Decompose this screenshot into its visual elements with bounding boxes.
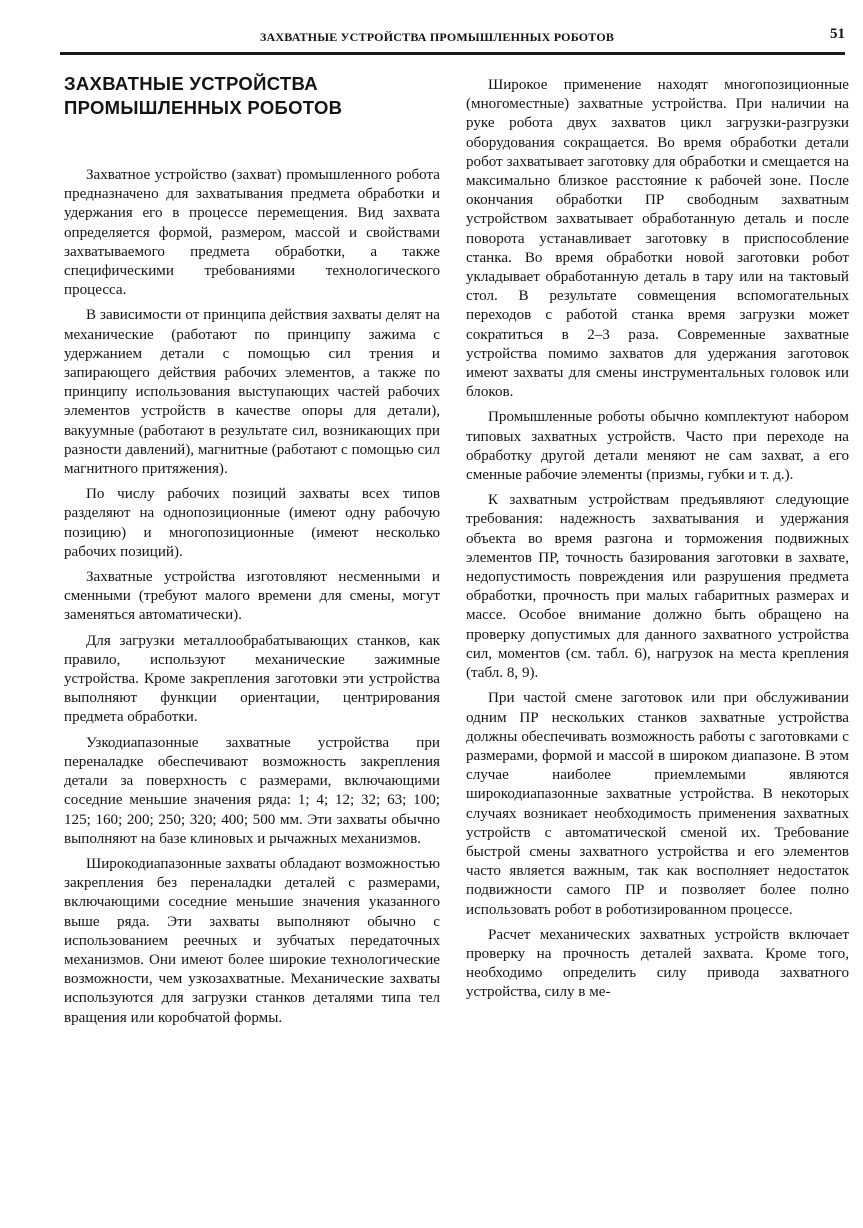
section-title (64, 72, 440, 120)
page-number: 51 (830, 26, 845, 42)
paragraph: К захватным устройствам предъявляют следующие требования: надежность захватывания и удержания объекта во время разгона и торможения подвижных элементов ПР, точность базирования заготовки в захвате, недопустимость повреждения или разрушения предмета обработки, прочность при малых габаритных размерах и массе. Особое внимание должно быть обращено на проверку допустимых для данного захватного устройства сил, моментов (см. табл. 6), нагрузок на места крепления (табл. 8, 9). (466, 492, 849, 682)
paragraph: По числу рабочих позиций захваты всех типов разделяют на однопозиционные (имеют одну рабочую позицию) и многопозиционные (имеют несколько рабочих позиций). (64, 486, 440, 560)
paragraph: Захватные устройства изготовляют несменными и сменными (требуют малого времени для смены, могут заменяться автоматически). (64, 569, 440, 624)
section-title-line2: ПРОМЫШЛЕННЫХ РОБОТОВ (64, 97, 343, 118)
paragraph: При частой смене заготовок или при обслуживании одним ПР нескольких станков захватные устройства должны обеспечивать возможность работы с заготовками с размерами, формой и массой в широком диапазоне. В этом случае наиболее приемлемыми являются широкодиапазонные захватные устройства. В некоторых случаях возникает необходимость применения захватных устройств с автоматической сменой их. Требование быстрой смены захватного устройства и его элементов часто является важным, так как восполняет недостаток подвижности самого ПР и позволяет более полно использовать робот в роботизированном процессе. (466, 690, 849, 918)
paragraph: В зависимости от принципа действия захваты делят на механические (работают по принципу зажима с удержанием детали с помощью сил трения и запирающего действия рабочих элементов, а также по принципу использования выступающих частей рабочих элементов устройств в качестве опоры для детали), вакуумные (работают в результате сил, возникающих при разности давлений), магнитные (работают с помощью сил магнитного притяжения). (64, 307, 440, 478)
paragraph: Промышленные роботы обычно комплектуют набором типовых захватных устройств. Часто при переходе на обработку другой детали меняют не сам захват, а его сменные рабочие элементы (призмы, губки и т. д.). (466, 409, 849, 484)
paragraph: Для загрузки металлообрабатывающих станков, как правило, используют механические зажимные устройства. Кроме закрепления заготовки эти устройства выполняют функции ориентации, центрирования предмета обработки. (64, 632, 440, 726)
paragraph: Захватное устройство (захват) промышленного робота предназначено для захватывания предмета обработки и удержания его в процессе перемещения. Вид захвата определяется формой, размером, массой и свойствами захватываемого предмета обработки, а также специфическими требованиями технологического процесса. (64, 167, 440, 299)
section-title-line1: ЗАХВАТНЫЕ УСТРОЙСТВА (64, 73, 318, 94)
right-column (466, 76, 849, 1009)
left-column (64, 72, 440, 1034)
paragraph: Расчет механических захватных устройств включает проверку на прочность деталей захвата. Кроме того, необходимо определить силу привода захватного устройства, силу в ме- (466, 926, 849, 1001)
running-title: ЗАХВАТНЫЕ УСТРОЙСТВА ПРОМЫШЛЕННЫХ РОБОТОВ (260, 30, 615, 44)
paragraph: Узкодиапазонные захватные устройства при переналадке обеспечивают возможность закрепления детали за поверхность с размерами, включающими соседние меньшие значения ряда: 1; 4; 12; 32; 63; 100; 125; 160; 200; 250; 320; 400; 500 мм. Эти захваты обычно выполняют на базе клиновых и рычажных механизмов. (64, 734, 440, 847)
paragraph: Широкое применение находят многопозиционные (многоместные) захватные устройства. При наличии на руке робота двух захватов цикл загрузки-разгрузки оборудования сокращается. Во время обработки детали робот захватывает заготовку для обработки и смещается на максимально близкое расстояние к рабочей зоне. После окончания обработки ПР свободным захватным устройством захватывает обработанную деталь и после поворота устанавливает заготовку в приспособление станка. Во время обработки новой заготовки робот укладывает обработанную деталь в тару или на тактовый стол. В результате совмещения вспомогательных переходов с работой станка время загрузки может сократиться в 2–3 раза. Современные захватные устройства помимо захватов для удержания заготовок имеют захваты для смены инструментальных головок или блоков. (466, 77, 849, 401)
running-header (60, 22, 845, 55)
paragraph: Широкодиапазонные захваты обладают возможностью закрепления без переналадки деталей с размерами, включающими соседние меньшие значения указанного выше ряда. Эти захваты выполняют обычно с использованием реечных и зубчатых передаточных механизмов. Они имеют более широкие технологические возможности, чем узкозахватные. Механические захваты используются для загрузки станков деталями типа тел вращения или коробчатой формы. (64, 855, 440, 1026)
